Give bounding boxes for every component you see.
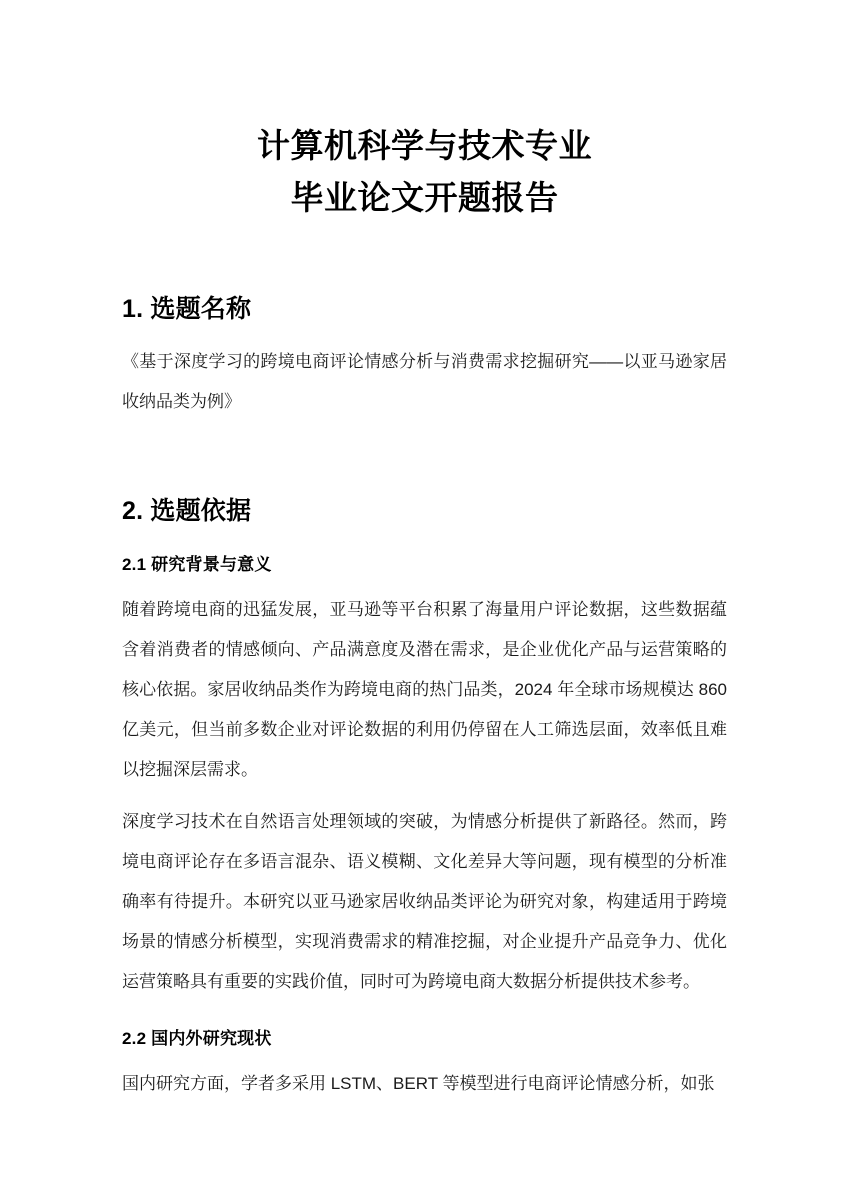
section-heading-1: 1. 选题名称: [122, 295, 252, 323]
subsection-2-1-paragraph-1: 随着跨境电商的迅猛发展，亚马逊等平台积累了海量用户评论数据，这些数据蕴含着消费者的情感倾向、产品满意度及潜在需求，是企业优化产品与运营策略的核心依据。家居收纳品类作为跨境电商的热门品类，2024 年全球市场规模达 860 亿美元，但当前多数企业对评论数据的利用仍停留在人工筛选层面，效率低且难以挖掘深层需求。: [122, 600, 727, 779]
subsection-2-2-paragraph-1: 国内研究方面，学者多采用 LSTM、BERT 等模型进行电商评论情感分析，如张: [122, 1074, 715, 1093]
page-title-line-2: 毕业论文开题报告: [290, 179, 559, 216]
subsection-heading-2-1: 2.1 研究背景与意义: [122, 555, 272, 574]
section-1-paragraph-1: 《基于深度学习的跨境电商评论情感分析与消费需求挖掘研究——以亚马逊家居收纳品类为例》: [122, 352, 727, 411]
subsection-2-1-paragraph-2: 深度学习技术在自然语言处理领域的突破，为情感分析提供了新路径。然而，跨境电商评论存在多语言混杂、语义模糊、文化差异大等问题，现有模型的分析准确率有待提升。本研究以亚马逊家居收纳品类评论为研究对象，构建适用于跨境场景的情感分析模型，实现消费需求的精准挖掘，对企业提升产品竞争力、优化运营策略具有重要的实践价值，同时可为跨境电商大数据分析提供技术参考。: [122, 812, 727, 991]
subsection-heading-2-2: 2.2 国内外研究现状: [122, 1029, 272, 1048]
section-heading-2: 2. 选题依据: [122, 497, 252, 525]
page-title: [122, 120, 727, 224]
page-title-line-1: 计算机科学与技术专业: [257, 127, 592, 164]
